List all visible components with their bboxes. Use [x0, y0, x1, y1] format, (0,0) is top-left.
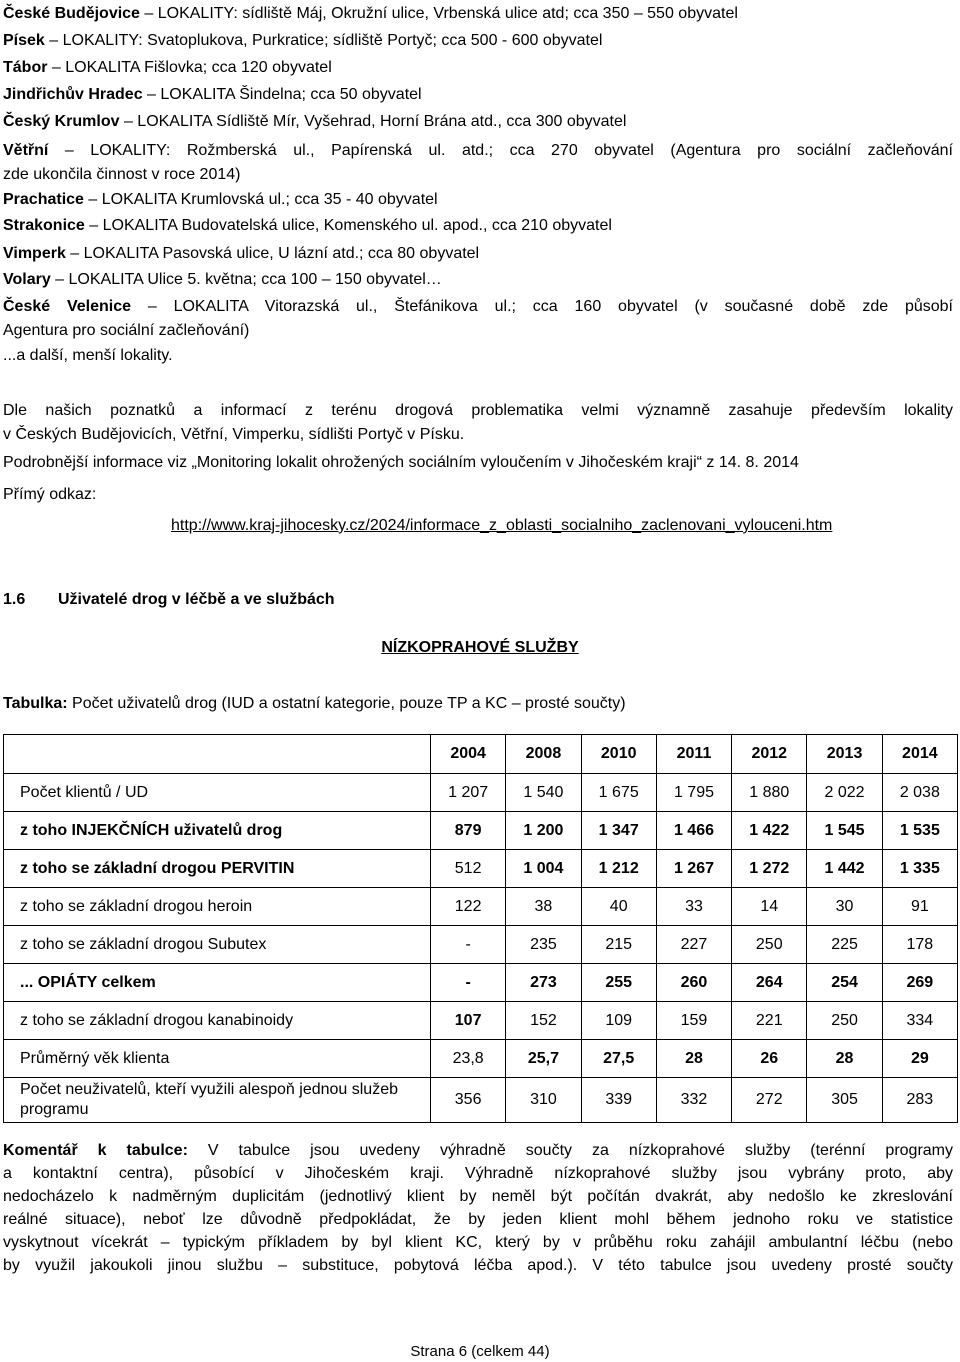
- value-cell: -: [431, 964, 506, 1002]
- value-cell: 23,8: [431, 1040, 506, 1078]
- comment-line: by využil jakoukoli jinou službu – substituce, pobytová léčba apod.). V této tabulce jsou uvedeny prosté součty: [3, 1257, 953, 1274]
- table-row: [4, 1002, 958, 1040]
- value-cell: 221: [732, 1002, 807, 1040]
- value-cell: 1 442: [807, 850, 882, 888]
- locality-town: Tábor: [3, 59, 48, 76]
- locality-line: [3, 190, 953, 210]
- row-label: z toho se základní drogou PERVITIN: [4, 850, 431, 888]
- value-cell: 1 207: [431, 774, 506, 812]
- year-header: 2004: [431, 735, 506, 774]
- locality-line: [3, 321, 953, 341]
- value-cell: 269: [882, 964, 957, 1002]
- locality-town: Písek: [3, 32, 45, 49]
- locality-town: Větřní: [3, 142, 49, 159]
- locality-text: – LOKALITY: Rožmberská ul., Papírenská ul. atd.; cca 270 obyvatel (Agentura pro sociální začleňování: [48, 142, 953, 159]
- value-cell: 1 675: [581, 774, 656, 812]
- paragraph-line: Dle našich poznatků a informací z terénu drogová problematika velmi významně zasahuje především lokality: [3, 402, 953, 419]
- value-cell: 38: [506, 888, 581, 926]
- value-cell: 250: [732, 926, 807, 964]
- locality-line: [3, 165, 953, 185]
- locality-line: [3, 244, 953, 264]
- comment-text: V tabulce jsou uvedeny výhradně součty za nízkoprahové služby (terénní programy: [187, 1142, 953, 1159]
- value-cell: 215: [581, 926, 656, 964]
- value-cell: 332: [656, 1078, 731, 1123]
- value-cell: 1 795: [656, 774, 731, 812]
- locality-town: Volary: [3, 271, 51, 288]
- value-cell: 339: [581, 1078, 656, 1123]
- value-cell: 28: [807, 1040, 882, 1078]
- locality-line: [3, 31, 953, 51]
- section-number: 1.6: [3, 591, 26, 608]
- page-footer: Strana 6 (celkem 44): [410, 1343, 550, 1360]
- table-row: [4, 1078, 958, 1123]
- table-row: [4, 812, 958, 850]
- row-label: ... OPIÁTY celkem: [4, 964, 431, 1002]
- data-table: [3, 734, 958, 1123]
- value-cell: 1 540: [506, 774, 581, 812]
- value-cell: 109: [581, 1002, 656, 1040]
- value-cell: 107: [431, 1002, 506, 1040]
- year-header: 2014: [882, 735, 957, 774]
- value-cell: 512: [431, 850, 506, 888]
- locality-town: Vimperk: [3, 245, 66, 262]
- table-caption: [3, 694, 953, 714]
- value-cell: 2 038: [882, 774, 957, 812]
- paragraph-line: Podrobnější informace viz „Monitoring lokalit ohrožených sociálním vyloučením v Jihočeském kraji“ z 14. 8. 2014: [3, 454, 799, 471]
- table-row: [4, 850, 958, 888]
- locality-text: Agentura pro sociální začleňování): [3, 322, 250, 339]
- value-cell: 272: [732, 1078, 807, 1123]
- locality-text: – LOKALITA Vitorazská ul., Štefánikova ul.; cca 160 obyvatel (v současné době zde působí: [131, 298, 954, 315]
- value-cell: 250: [807, 1002, 882, 1040]
- row-label: z toho se základní drogou heroin: [4, 888, 431, 926]
- locality-text: – LOKALITY: Svatoplukova, Purkratice; sídliště Portyč; cca 500 - 600 obyvatel: [44, 32, 603, 49]
- locality-line: [3, 85, 953, 105]
- table-caption-label: Tabulka:: [3, 695, 68, 712]
- table-row: [4, 1040, 958, 1078]
- value-cell: 26: [732, 1040, 807, 1078]
- locality-text: – LOKALITY: sídliště Máj, Okružní ulice, Vrbenská ulice atd; cca 350 – 550 obyvatel: [139, 5, 738, 22]
- value-cell: 27,5: [581, 1040, 656, 1078]
- value-cell: 1 267: [656, 850, 731, 888]
- value-cell: 255: [581, 964, 656, 1002]
- locality-town: Jindřichův Hradec: [3, 86, 143, 103]
- value-cell: 305: [807, 1078, 882, 1123]
- table-row: [4, 888, 958, 926]
- table-header-row: [4, 735, 958, 774]
- locality-line: [3, 346, 953, 366]
- comment-label: Komentář k tabulce:: [3, 1142, 188, 1159]
- locality-text: – LOKALITA Krumlovská ul.; cca 35 - 40 obyvatel: [83, 191, 438, 208]
- year-header: 2010: [581, 735, 656, 774]
- comment-line: a kontaktní centra), působící v Jihočeském kraji. Výhradně nízkoprahové služby jsou vybrány proto, aby: [3, 1165, 953, 1182]
- row-label: Počet klientů / UD: [4, 774, 431, 812]
- year-header: 2008: [506, 735, 581, 774]
- value-cell: 273: [506, 964, 581, 1002]
- value-cell: 1 335: [882, 850, 957, 888]
- locality-line: [3, 112, 953, 132]
- value-cell: 310: [506, 1078, 581, 1123]
- value-cell: 260: [656, 964, 731, 1002]
- locality-line: [3, 270, 953, 290]
- comment-line: nedocházelo k nadměrným duplicitám (jednotlivý klient by neměl být počítán dvakrát, aby nedošlo ke zkreslování: [3, 1188, 953, 1205]
- value-cell: 1 272: [732, 850, 807, 888]
- row-label: z toho se základní drogou kanabinoidy: [4, 1002, 431, 1040]
- comment-line: vyskytnout vícekrát – typickým příkladem by byl klient KC, který by v průběhu roku zahájil ambulantní léčbu (nebo: [3, 1234, 953, 1251]
- value-cell: 1 880: [732, 774, 807, 812]
- year-header: 2013: [807, 735, 882, 774]
- value-cell: 1 004: [506, 850, 581, 888]
- value-cell: 33: [656, 888, 731, 926]
- paragraph-line: v Českých Budějovicích, Větřní, Vimperku, sídlišti Portyč v Písku.: [3, 426, 465, 443]
- section-title: Uživatelé drog v léčbě a ve službách: [58, 591, 335, 608]
- value-cell: 1 347: [581, 812, 656, 850]
- value-cell: 122: [431, 888, 506, 926]
- locality-town: Strakonice: [3, 217, 85, 234]
- locality-text: zde ukončila činnost v roce 2014): [3, 166, 241, 183]
- subheading: NÍZKOPRAHOVÉ SLUŽBY: [381, 639, 579, 656]
- table-row: [4, 926, 958, 964]
- year-header: 2012: [732, 735, 807, 774]
- value-cell: 152: [506, 1002, 581, 1040]
- locality-town: Český Krumlov: [3, 113, 120, 130]
- source-link[interactable]: http://www.kraj-jihocesky.cz/2024/informace_z_oblasti_socialniho_zaclenovani_vylouceni.htm: [171, 517, 833, 534]
- locality-town: Prachatice: [3, 191, 84, 208]
- value-cell: 91: [882, 888, 957, 926]
- value-cell: 25,7: [506, 1040, 581, 1078]
- comment-line: reálné situace), neboť lze důvodně předpokládat, že by jeden klient mohl během jednoho roku ve statistice: [3, 1211, 953, 1228]
- locality-text: – LOKALITA Pasovská ulice, U lázní atd.; cca 80 obyvatel: [65, 245, 480, 262]
- value-cell: 235: [506, 926, 581, 964]
- locality-line: [3, 4, 953, 24]
- locality-text: – LOKALITA Sídliště Mír, Vyšehrad, Horní Brána atd., cca 300 obyvatel: [119, 113, 627, 130]
- year-header: 2011: [656, 735, 731, 774]
- locality-line: [3, 58, 953, 78]
- value-cell: 40: [581, 888, 656, 926]
- value-cell: 227: [656, 926, 731, 964]
- table-row: [4, 964, 958, 1002]
- comment-line: [3, 1141, 953, 1161]
- value-cell: 1 466: [656, 812, 731, 850]
- locality-text: – LOKALITA Šindelna; cca 50 obyvatel: [142, 86, 422, 103]
- locality-line: [3, 297, 953, 317]
- value-cell: 30: [807, 888, 882, 926]
- value-cell: 2 022: [807, 774, 882, 812]
- value-cell: -: [431, 926, 506, 964]
- value-cell: 283: [882, 1078, 957, 1123]
- value-cell: 879: [431, 812, 506, 850]
- value-cell: 28: [656, 1040, 731, 1078]
- table-caption-text: Počet uživatelů drog (IUD a ostatní kategorie, pouze TP a KC – prosté součty): [67, 695, 626, 712]
- row-label: z toho se základní drogou Subutex: [4, 926, 431, 964]
- value-cell: 356: [431, 1078, 506, 1123]
- value-cell: 264: [732, 964, 807, 1002]
- locality-line: [3, 216, 953, 236]
- direct-link-label: Přímý odkaz:: [3, 486, 97, 503]
- locality-line: [3, 141, 953, 161]
- locality-town: České Budějovice: [3, 5, 140, 22]
- locality-text: – LOKALITA Budovatelská ulice, Komenského ul. apod., cca 210 obyvatel: [84, 217, 612, 234]
- locality-text: – LOKALITA Fišlovka; cca 120 obyvatel: [47, 59, 332, 76]
- locality-text: ...a další, menší lokality.: [3, 347, 173, 364]
- locality-town: České Velenice: [3, 298, 132, 315]
- row-label: Průměrný věk klienta: [4, 1040, 431, 1078]
- value-cell: 334: [882, 1002, 957, 1040]
- locality-text: – LOKALITA Ulice 5. května; cca 100 – 150 obyvatel…: [50, 271, 442, 288]
- value-cell: 1 545: [807, 812, 882, 850]
- header-empty: [4, 735, 431, 774]
- value-cell: 1 422: [732, 812, 807, 850]
- value-cell: 1 200: [506, 812, 581, 850]
- value-cell: 159: [656, 1002, 731, 1040]
- value-cell: 29: [882, 1040, 957, 1078]
- value-cell: 225: [807, 926, 882, 964]
- value-cell: 1 212: [581, 850, 656, 888]
- row-label: z toho INJEKČNÍCH uživatelů drog: [4, 812, 431, 850]
- value-cell: 254: [807, 964, 882, 1002]
- value-cell: 178: [882, 926, 957, 964]
- value-cell: 14: [732, 888, 807, 926]
- table-row: [4, 774, 958, 812]
- value-cell: 1 535: [882, 812, 957, 850]
- row-label: Počet neuživatelů, kteří využili alespoň jednou služeb programu: [4, 1078, 431, 1123]
